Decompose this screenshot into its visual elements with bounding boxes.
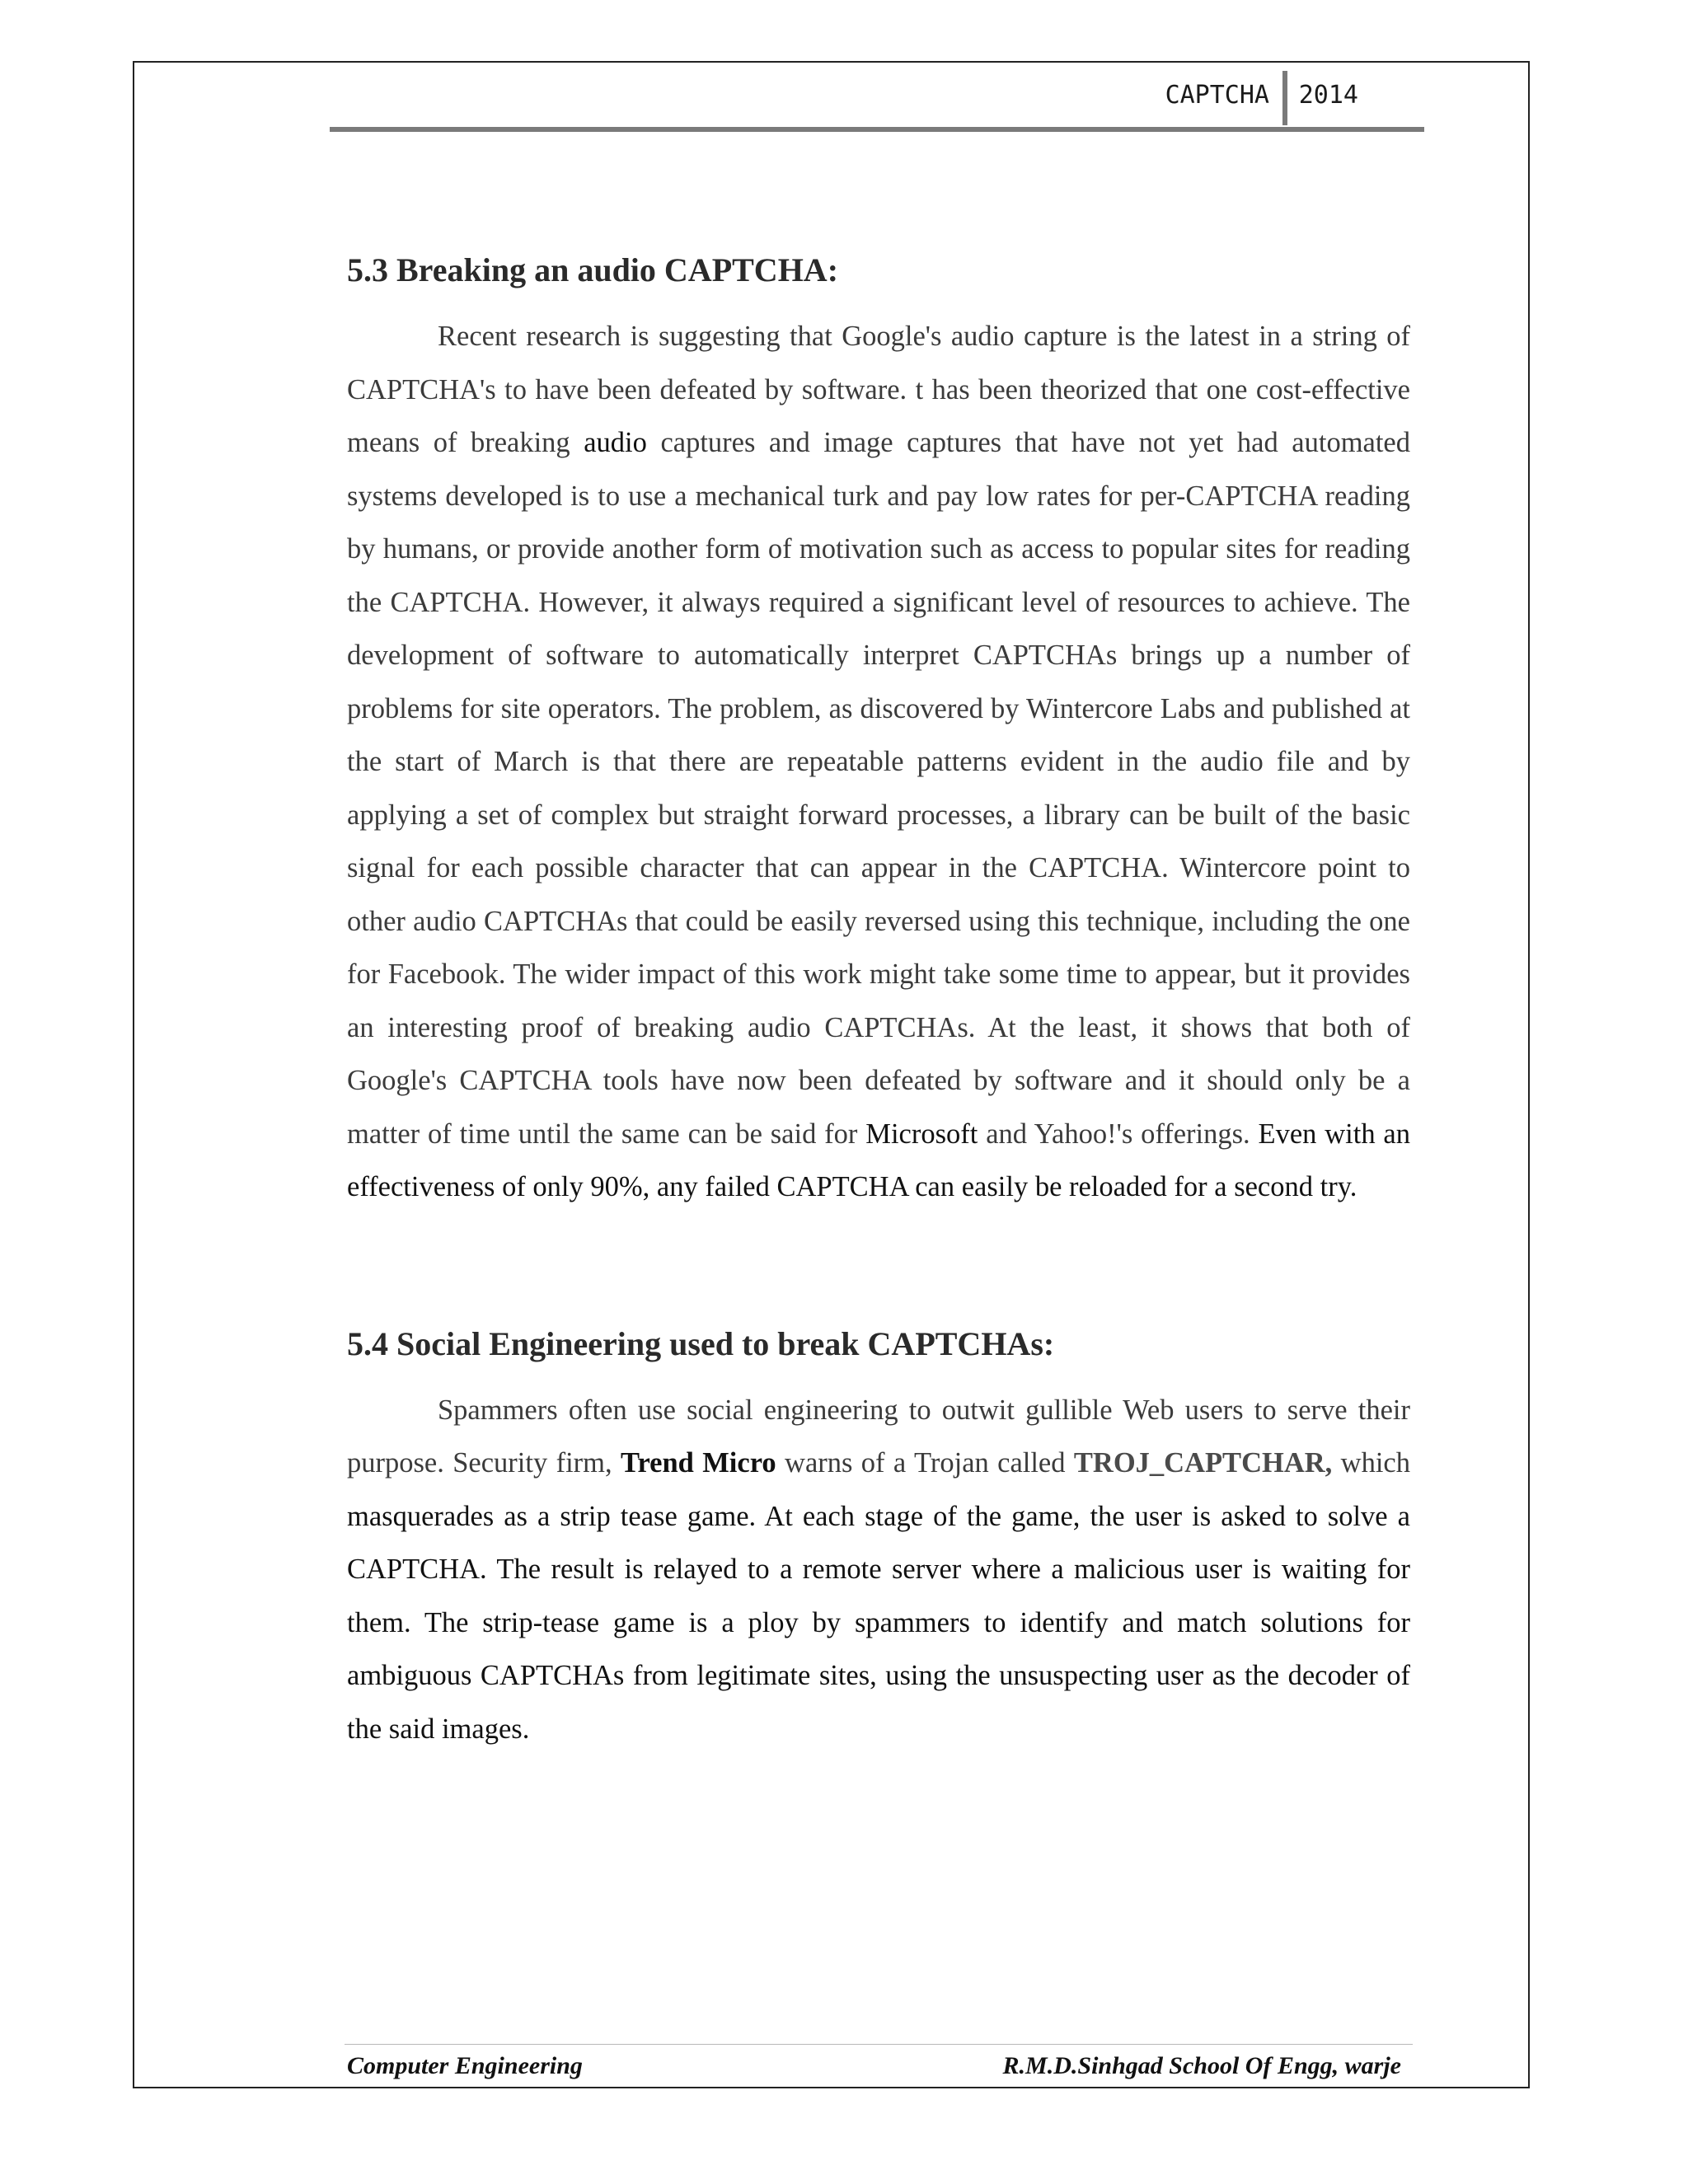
text-run: Recent research is suggesting that Google's audio capture is the latest in a string of CAPTCHA's to have been defeated by software. t has been theorized that one cost-effective means of breaking	[347, 321, 1410, 458]
section-5-4-paragraph	[347, 1384, 1410, 1756]
text-run: warns of a Trojan called	[776, 1447, 1074, 1479]
section-5-3-paragraph	[347, 310, 1410, 1214]
text-run: Spammers often use social engineering to outwit gullible Web users to serve their purpose. Security firm,	[347, 1394, 1410, 1479]
header-divider	[1282, 71, 1287, 125]
page-header	[330, 69, 1424, 132]
page-content	[347, 247, 1410, 1755]
header-title: CAPTCHA	[1165, 81, 1269, 110]
footer-left-text: Computer Engineering	[347, 2052, 583, 2079]
header-year: 2014	[1298, 81, 1358, 110]
text-run: masquerades as a strip tease game. At each stage of the game, the user is asked to solve a CAPTCHA. The result is relayed to a remote server where a malicious user is waiting for them. The strip-tease game is a ploy by spammers to identify and match solutions for ambiguous CAPTCHAs from legitimate sites, using the unsuspecting user as the decoder of the said images.	[347, 1500, 1410, 1745]
text-run-audio: audio	[584, 427, 647, 458]
text-run-troj-captchar: TROJ_CAPTCHAR,	[1073, 1447, 1333, 1479]
footer-right-text: R.M.D.Sinhgad School Of Engg, warje	[1002, 2052, 1401, 2079]
text-run: which	[1332, 1447, 1410, 1479]
text-run: and Yahoo!'s offerings.	[978, 1118, 1259, 1150]
section-gap	[347, 1214, 1410, 1321]
text-run-effectiveness: Even with an effectiveness of only 90%, any failed CAPTCHA can easily be reloaded for a second try.	[347, 1118, 1410, 1202]
section-heading-5-3: 5.3 Breaking an audio CAPTCHA:	[347, 251, 839, 288]
header-rule	[330, 127, 1424, 132]
text-run-trend-micro: Trend Micro	[621, 1447, 776, 1479]
footer-rule	[345, 2044, 1413, 2045]
section-heading-5-4: 5.4 Social Engineering used to break CAPTCHAs:	[347, 1324, 1055, 1362]
text-run-microsoft: Microsoft	[865, 1118, 978, 1150]
text-run: captures and image captures that have not yet had automated systems developed is to use a mechanical turk and pay low rates for per-CAPTCHA reading by humans, or provide another form of motivation such as access to popular sites for reading the CAPTCHA. However, it always required a significant level of resources to achieve. The development of software to automatically interpret CAPTCHAs brings up a number of problems for site operators. The problem, as discovered by Wintercore Labs and published at the start of March is that there are repeatable patterns evident in the audio file and by applying a set of complex but straight forward processes, a library can be built of the basic signal for each possible character that can appear in the CAPTCHA. Wintercore point to other audio CAPTCHAs that could be easily reversed using this technique, including the one for Facebook. The wider impact of this work might take some time to appear, but it provides an interesting proof of breaking audio CAPTCHAs. At the least, it shows that both of Google's CAPTCHA tools have now been defeated by software and it should only be a matter of time until the same can be said for	[347, 427, 1410, 1150]
